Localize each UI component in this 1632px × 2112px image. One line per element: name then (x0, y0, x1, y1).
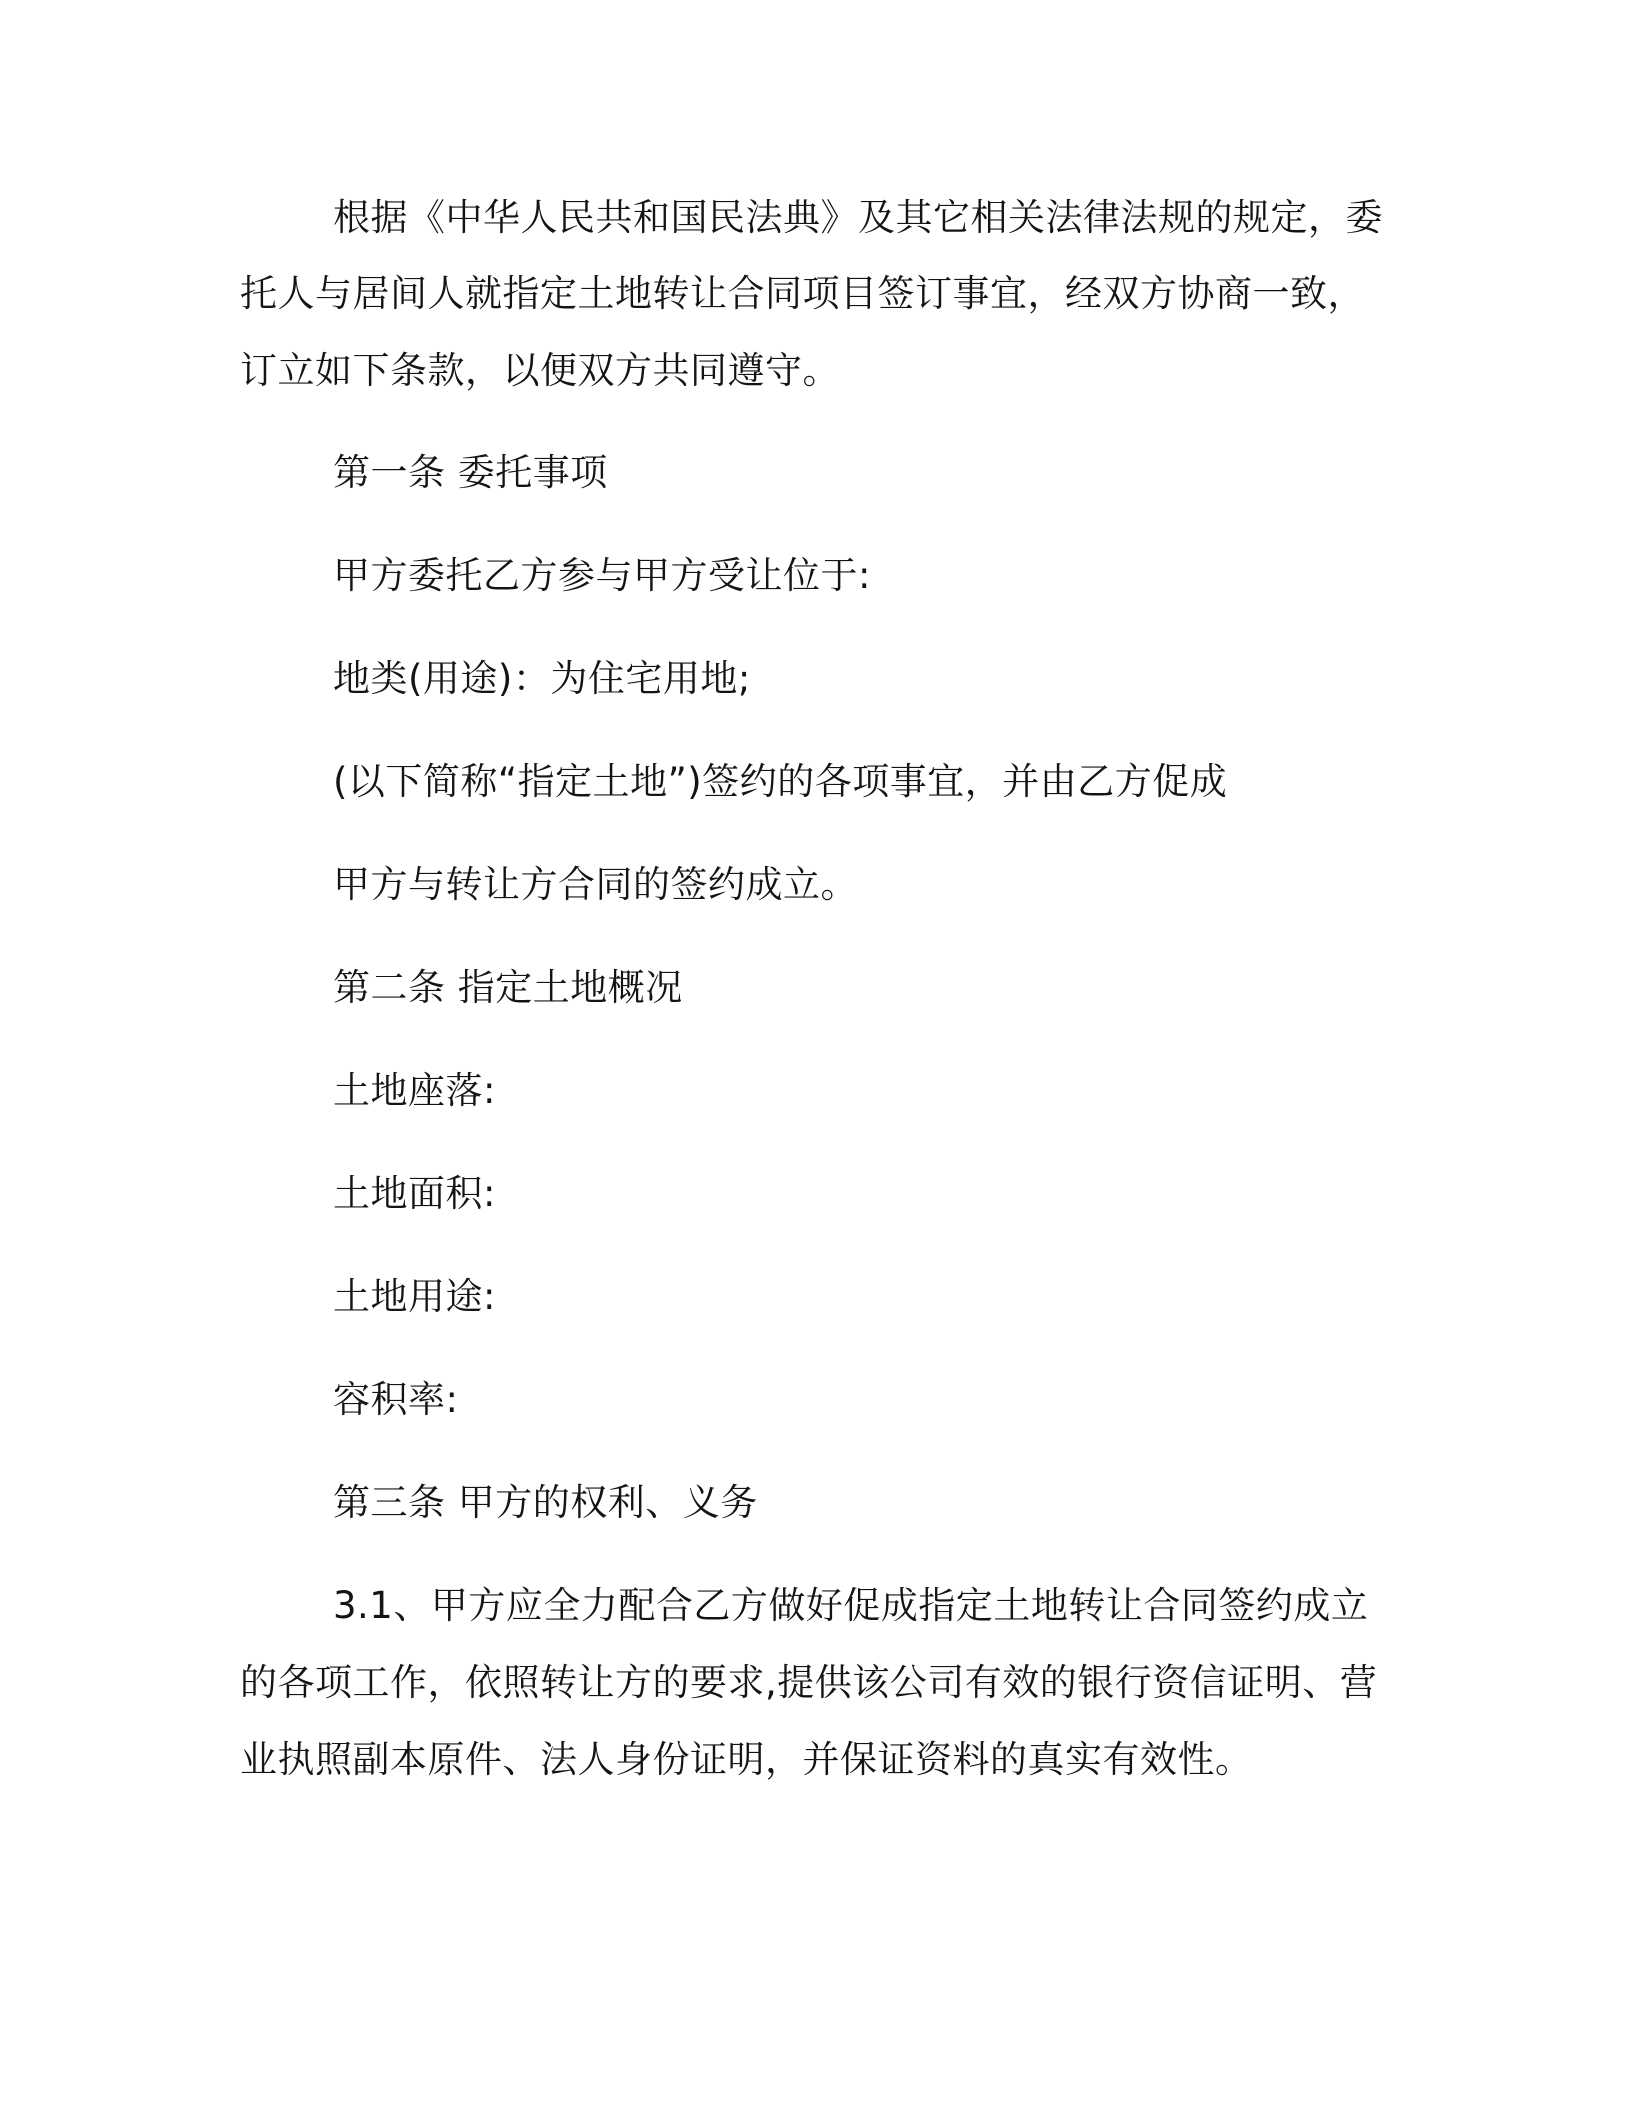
clause-3-1-line-3: 业执照副本原件、法人身份证明，并保证资料的真实有效性。 (240, 1738, 1253, 1781)
intro-line-3: 订立如下条款，以便双方共同遵守。 (240, 349, 840, 392)
land-use-label: 土地用途: (333, 1275, 496, 1318)
clause-3-1-line-1: 3.1、甲方应全力配合乙方做好促成指定土地转让合同签约成立 (333, 1584, 1369, 1627)
intro-line-2: 托人与居间人就指定土地转让合同项目签订事宜，经双方协商一致， (240, 272, 1365, 315)
land-area-label: 土地面积: (333, 1172, 496, 1215)
article-2-heading: 第二条 指定土地概况 (333, 966, 683, 1009)
intro-line-1: 根据《中华人民共和国民法典》及其它相关法律法规的规定，委 (333, 196, 1383, 239)
article-1-heading: 第一条 委托事项 (333, 451, 608, 494)
article-1-paragraph-1: 甲方委托乙方参与甲方受让位于: (333, 554, 871, 597)
article-3-heading: 第三条 甲方的权利、义务 (333, 1481, 758, 1524)
article-1-paragraph-2: 地类(用途)：为住宅用地; (333, 657, 751, 700)
land-location-label: 土地座落: (333, 1069, 496, 1112)
clause-3-1-line-2: 的各项工作，依照转让方的要求,提供该公司有效的银行资信证明、营 (240, 1661, 1378, 1704)
article-1-paragraph-3: (以下简称“指定土地”)签约的各项事宜，并由乙方促成 (333, 760, 1228, 803)
floor-area-ratio-label: 容积率: (333, 1378, 459, 1421)
article-1-paragraph-4: 甲方与转让方合同的签约成立。 (333, 863, 858, 906)
